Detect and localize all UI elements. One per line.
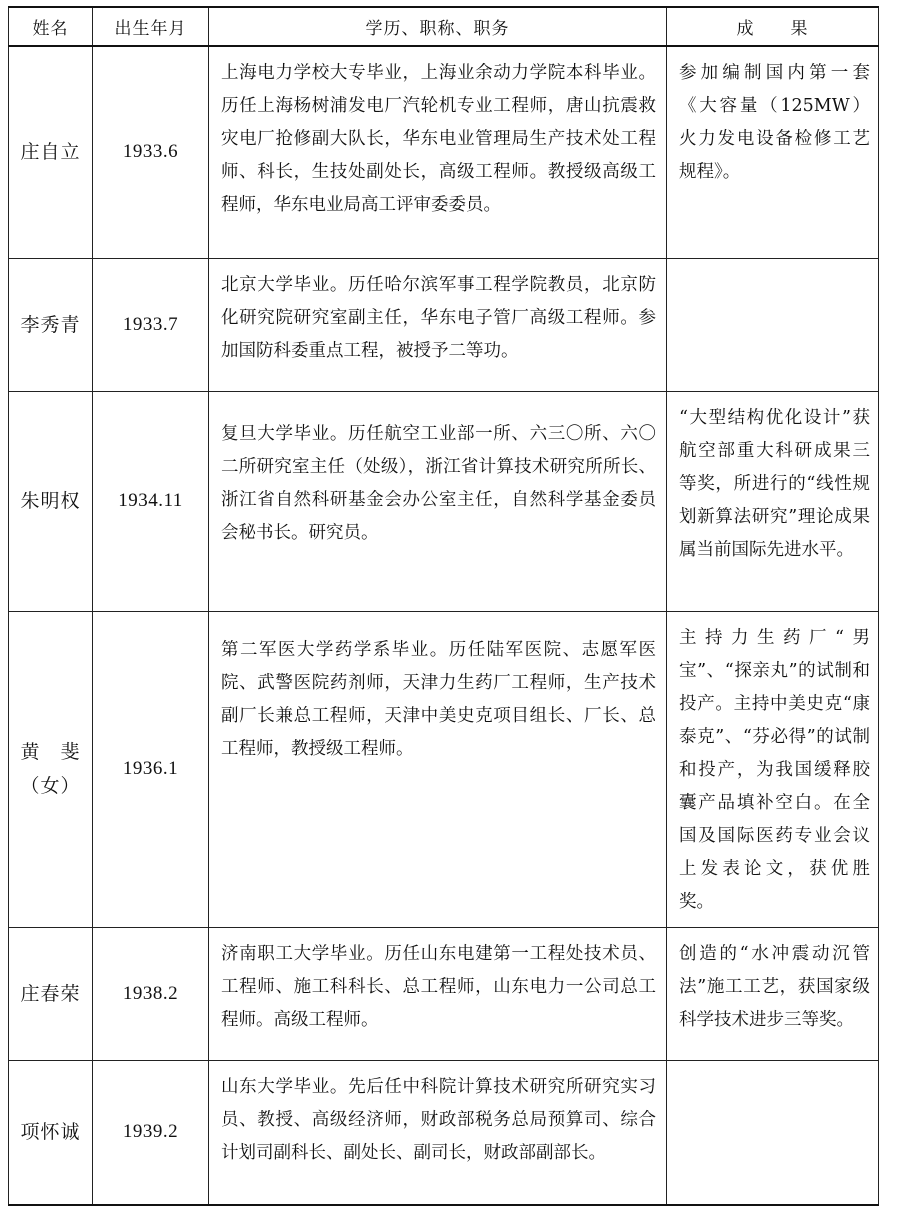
birth-date: 1939.2 <box>93 1060 209 1205</box>
person-name <box>9 258 93 391</box>
table-row <box>9 1060 879 1205</box>
table-row <box>9 391 879 611</box>
education-career: 第二军医大学药学系毕业。历任陆军医院、志愿军医院、武警医院药剂师，天津力生药厂工程师，生产技术副厂长兼总工程师，天津中美史克项目组长、厂长、总工程师，教授级工程师。 <box>209 611 667 927</box>
biography-table <box>8 6 879 1206</box>
name-text: 黄 斐 <box>20 741 81 763</box>
table-row <box>9 46 879 258</box>
birth-date: 1934.11 <box>93 391 209 611</box>
birth-date: 1936.1 <box>93 611 209 927</box>
name-text: 朱明权 <box>20 490 81 512</box>
header-birth: 出生年月 <box>93 7 209 46</box>
table-row <box>9 927 879 1060</box>
person-name <box>9 927 93 1060</box>
person-name <box>9 391 93 611</box>
education-career: 北京大学毕业。历任哈尔滨军事工程学院教员，北京防化研究院研究室副主任，华东电子管厂高级工程师。参加国防科委重点工程，被授予二等功。 <box>209 258 667 391</box>
achievements: 创造的“水冲震动沉管法”施工工艺，获国家级科学技术进步三等奖。 <box>667 927 879 1060</box>
person-name <box>9 1060 93 1205</box>
achievements: “大型结构优化设计”获航空部重大科研成果三等奖，所进行的“线性规划新算法研究”理论成果属当前国际先进水平。 <box>667 391 879 611</box>
achievements <box>667 258 879 391</box>
name-text: 李秀青 <box>20 313 81 336</box>
education-career: 复旦大学毕业。历任航空工业部一所、六三〇所、六〇二所研究室主任（处级），浙江省计算技术研究所所长、浙江省自然科研基金会办公室主任，自然科学基金委员会秘书长。研究员。 <box>209 391 667 611</box>
table-row <box>9 258 879 391</box>
header-achievements: 成 果 <box>667 7 879 46</box>
table-row <box>9 611 879 927</box>
birth-date: 1938.2 <box>93 927 209 1060</box>
achievements: 参加编制国内第一套《大容量（125MW）火力发电设备检修工艺规程》。 <box>667 46 879 258</box>
biography-table-page <box>8 6 878 1206</box>
header-education: 学历、职称、职务 <box>209 7 667 46</box>
birth-date: 1933.7 <box>93 258 209 391</box>
table-header-row <box>9 7 879 46</box>
education-career: 济南职工大学毕业。历任山东电建第一工程处技术员、工程师、施工科科长、总工程师，山东电力一公司总工程师。高级工程师。 <box>209 927 667 1060</box>
person-name <box>9 46 93 258</box>
achievements <box>667 1060 879 1205</box>
name-text: 庄自立 <box>20 141 81 164</box>
name-text: 项怀诚 <box>20 1121 81 1144</box>
education-career: 上海电力学校大专毕业，上海业余动力学院本科毕业。历任上海杨树浦发电厂汽轮机专业工程师，唐山抗震救灾电厂抢修副大队长，华东电业管理局生产技术处工程师、科长，生技处副处长，高级工程师。教授级高级工程师，华东电业局高工评审委委员。 <box>209 46 667 258</box>
header-name: 姓名 <box>9 7 93 46</box>
education-career: 山东大学毕业。先后任中科院计算技术研究所研究实习员、教授、高级经济师，财政部税务总局预算司、综合计划司副科长、副处长、副司长，财政部副部长。 <box>209 1060 667 1205</box>
person-name <box>9 611 93 927</box>
birth-date: 1933.6 <box>93 46 209 258</box>
name-text: 庄春荣 <box>20 982 81 1005</box>
achievements: 主持力生药厂“男宝”、“探亲丸”的试制和投产。主持中美史克“康泰克”、“芬必得”的试制和投产，为我国缓释胶囊产品填补空白。在全国及国际医药专业会议上发表论文，获优胜奖。 <box>667 611 879 927</box>
gender-note: （女） <box>20 775 81 797</box>
